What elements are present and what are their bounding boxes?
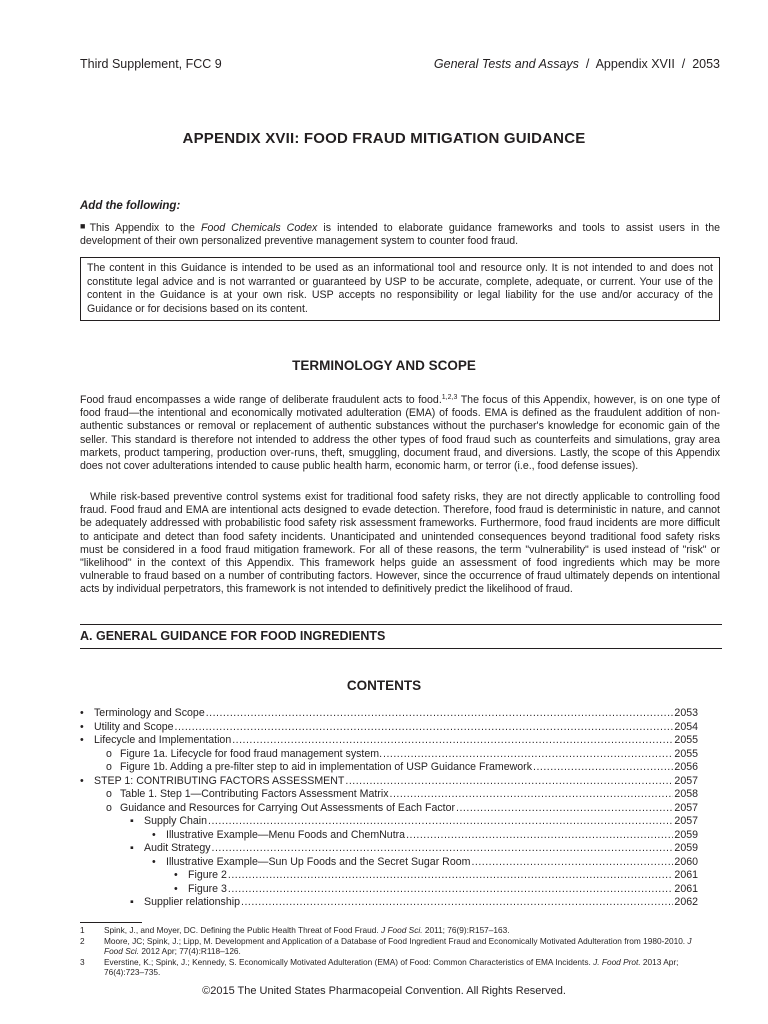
toc-label: Terminology and Scope	[94, 707, 205, 719]
footnote-citation: 2011; 76(9):R157–163.	[422, 925, 510, 935]
toc-entry	[80, 721, 698, 735]
toc-label: Figure 1a. Lifecycle for food fraud management system.	[120, 747, 383, 760]
footnotes	[80, 925, 708, 978]
toc-label: Illustrative Example—Sun Up Foods and the Secret Sugar Room	[166, 855, 471, 868]
toc-page-number: 2059	[674, 842, 698, 854]
toc-bullet: ▪	[130, 842, 134, 854]
toc-label: Figure 3	[188, 882, 227, 895]
toc-entry	[80, 761, 698, 775]
toc-leader-dots	[206, 707, 674, 719]
footnote-citation: 2013 Apr; 76(4):723–735.	[104, 956, 679, 978]
toc-label: Illustrative Example—Menu Foods and ChemNutra	[166, 828, 406, 841]
toc-bullet: •	[80, 774, 84, 787]
toc-entry	[80, 842, 698, 856]
disclaimer-box: The content in this Guidance is intended to be used as an informational tool and resource only. It is not intended to and does not constitute legal advice and is not warranted or guaranteed by USP to be accurate, complete, adequate, or current. Your use of the content in the Guidance is at your own risk. USP accepts no responsibility or legal liability for the use and/or accuracy of the Guidance or for decisions based on its content.	[80, 257, 720, 321]
toc-entry	[80, 815, 698, 829]
toc-leader-dots	[208, 815, 673, 827]
toc-bullet: •	[174, 869, 178, 881]
toc-bullet: •	[80, 734, 84, 746]
toc-bullet: o	[106, 761, 112, 773]
intro-text-start: This Appendix to the	[89, 222, 201, 234]
toc-bullet: •	[80, 720, 84, 733]
toc-label: Supply Chain	[144, 815, 208, 827]
toc-bullet: o	[106, 801, 112, 814]
footnote-text: Moore, JC; Spink, J.; Lipp, M. Development and Application of a Database of Food Ingredient Fraud and Economically Motivated Adulteration from 1980-2010.	[104, 935, 688, 946]
toc-bullet: •	[174, 882, 178, 895]
toc-page-number: 2055	[674, 747, 698, 760]
header-page-number: 2053	[692, 57, 720, 71]
toc-page-number: 2058	[674, 788, 698, 800]
running-header-left: Third Supplement, FCC 9	[80, 57, 222, 71]
footnote	[80, 957, 708, 978]
intro-paragraph	[80, 220, 720, 248]
header-section: General Tests and Assays	[433, 57, 579, 71]
add-following-label: Add the following:	[80, 200, 181, 212]
toc-label: Figure 1b. Adding a pre-filter step to aid in implementation of USP Guidance Framework	[120, 761, 532, 773]
table-of-contents	[80, 707, 698, 910]
toc-entry	[80, 802, 698, 816]
page-title: APPENDIX XVII: FOOD FRAUD MITIGATION GUIDANCE	[182, 130, 586, 147]
fcc-title: Food Chemicals Codex	[200, 222, 318, 234]
copyright-notice: ©2015 The United States Pharmacopeial Convention. All Rights Reserved.	[202, 985, 566, 997]
toc-leader-dots	[345, 775, 673, 787]
footnote-number: 1	[80, 925, 85, 935]
toc-leader-dots	[228, 869, 674, 881]
toc-leader-dots	[175, 721, 674, 733]
toc-page-number: 2054	[674, 720, 698, 733]
toc-leader-dots	[212, 842, 674, 854]
toc-entry	[80, 707, 698, 721]
toc-leader-dots	[241, 896, 673, 908]
toc-entry	[80, 734, 698, 748]
toc-leader-dots	[533, 761, 673, 773]
footnote-citation: 2012 Apr; 77(4):R118–126.	[139, 946, 241, 957]
toc-entry	[80, 883, 698, 897]
header-appendix: Appendix XVII	[595, 57, 675, 71]
footnote-text: Spink, J., and Moyer, DC. Defining the Public Health Threat of Food Fraud.	[104, 925, 382, 935]
p2-text: While risk-based preventive control systems exist for traditional food safety risks, they are not directly applicable to controlling food fraud. Food fraud and EMA are intentional acts designed to evade detection. Therefore, food fraud is deterministic in nature, and cannot be adequately addressed with probabilistic food safety risk assessment frameworks. Furthermore, food fraud incidents are more difficult to anticipate and detect than food safety incidents. Unanticipated and unintended consequences beyond traditional food safety risks must be considered in a food fraud mitigation framework. For all of these reasons, the term "vulnerability" is used instead of "risk" or "likelihood" in the context of this Appendix. This framework helps guide an assessment of food ingredients which may be more vulnerable to fraud based on a number of contributing factors. However, since the occurrence of fraud ultimately depends on intentional acts by individual perpetrators, this framework is not intended to definitively predict the likelihood of fraud.	[80, 491, 720, 596]
toc-bullet: o	[106, 747, 112, 760]
toc-label: Audit Strategy	[144, 842, 211, 854]
toc-entry	[80, 748, 698, 762]
toc-label: Table 1. Step 1—Contributing Factors Assessment Matrix	[120, 788, 389, 800]
toc-page-number: 2057	[674, 815, 698, 827]
toc-label: Figure 2	[188, 869, 227, 881]
toc-entry	[80, 856, 698, 870]
toc-leader-dots	[383, 748, 673, 760]
toc-leader-dots	[406, 829, 673, 841]
toc-entry	[80, 829, 698, 843]
toc-page-number: 2057	[674, 801, 698, 814]
footnote-journal: J Food Sci.	[104, 935, 692, 957]
toc-entry	[80, 869, 698, 883]
terminology-paragraph-1	[80, 391, 720, 473]
p1-text-start: Food fraud encompasses a wide range of deliberate fraudulent acts to food.	[80, 394, 442, 406]
footnote-text: Everstine, K.; Spink, J.; Kennedy, S. Economically Motivated Adulteration (EMA) of Food: Common Characteristics of EMA Incidents.	[104, 956, 594, 967]
toc-entry	[80, 775, 698, 789]
toc-page-number: 2061	[674, 882, 698, 895]
insert-mark: ■	[80, 221, 89, 231]
footnote	[80, 936, 708, 957]
toc-page-number: 2062	[674, 896, 698, 908]
toc-page-number: 2061	[674, 869, 698, 881]
toc-leader-dots	[456, 802, 673, 814]
footnote-number: 2	[80, 935, 85, 946]
terminology-paragraph-2	[80, 491, 720, 597]
toc-page-number: 2053	[674, 707, 698, 719]
toc-bullet: •	[80, 707, 84, 719]
footnote-journal: J Food Sci.	[381, 925, 423, 935]
footnote-rule	[80, 922, 142, 923]
toc-bullet: ▪	[130, 896, 134, 908]
toc-label: Guidance and Resources for Carrying Out Assessments of Each Factor	[120, 801, 456, 814]
toc-leader-dots	[471, 856, 673, 868]
toc-leader-dots	[232, 734, 673, 746]
footnote-number: 3	[80, 956, 85, 967]
toc-bullet: •	[152, 828, 156, 841]
toc-label: Utility and Scope	[94, 720, 174, 733]
contents-heading: CONTENTS	[346, 678, 422, 693]
toc-bullet: o	[106, 788, 112, 800]
section-a-heading: A. GENERAL GUIDANCE FOR FOOD INGREDIENTS	[80, 624, 722, 649]
toc-page-number: 2056	[674, 761, 698, 773]
footnote-ref: 1,2,3	[441, 394, 458, 401]
toc-label: STEP 1: CONTRIBUTING FACTORS ASSESSMENT	[94, 774, 345, 787]
running-header-right: General Tests and Assays / Appendix XVII / 2053	[433, 57, 720, 71]
toc-page-number: 2059	[674, 828, 698, 841]
terminology-heading: TERMINOLOGY AND SCOPE	[292, 358, 476, 373]
toc-entry	[80, 896, 698, 910]
toc-label: Lifecycle and Implementation	[94, 734, 232, 746]
toc-bullet: •	[152, 855, 156, 868]
toc-leader-dots	[390, 788, 674, 800]
intro-text-end: is intended to elaborate guidance frameworks and tools to assist users in the development of their own personalized preventive management system to counter food fraud.	[80, 222, 720, 248]
toc-entry	[80, 788, 698, 802]
toc-bullet: ▪	[130, 815, 134, 827]
toc-page-number: 2057	[674, 774, 698, 787]
toc-page-number: 2055	[674, 734, 698, 746]
p1-text-end: The focus of this Appendix, however, is on one type of food fraud—the intentional and economically motivated adulteration (EMA) of foods. EMA is defined as the fraudulent addition of non-authentic substances or removal or replacement of authentic substances without the purchaser's knowledge for economic gain of the seller. This standard is therefore not intended to address the other types of food fraud such as counterfeits and simulations, gray area markets, product tampering, production over-runs, theft, smuggling, document fraud, and diversions. Lastly, the scope of this Appendix does not cover adulterations intended to cause public health harm, economic harm, or terror (i.e., food defense issues).	[80, 394, 720, 473]
footnote-journal: J. Food Prot.	[593, 956, 641, 967]
toc-page-number: 2060	[674, 855, 698, 868]
footnote	[80, 925, 708, 936]
toc-leader-dots	[228, 883, 674, 895]
toc-label: Supplier relationship	[144, 896, 240, 908]
